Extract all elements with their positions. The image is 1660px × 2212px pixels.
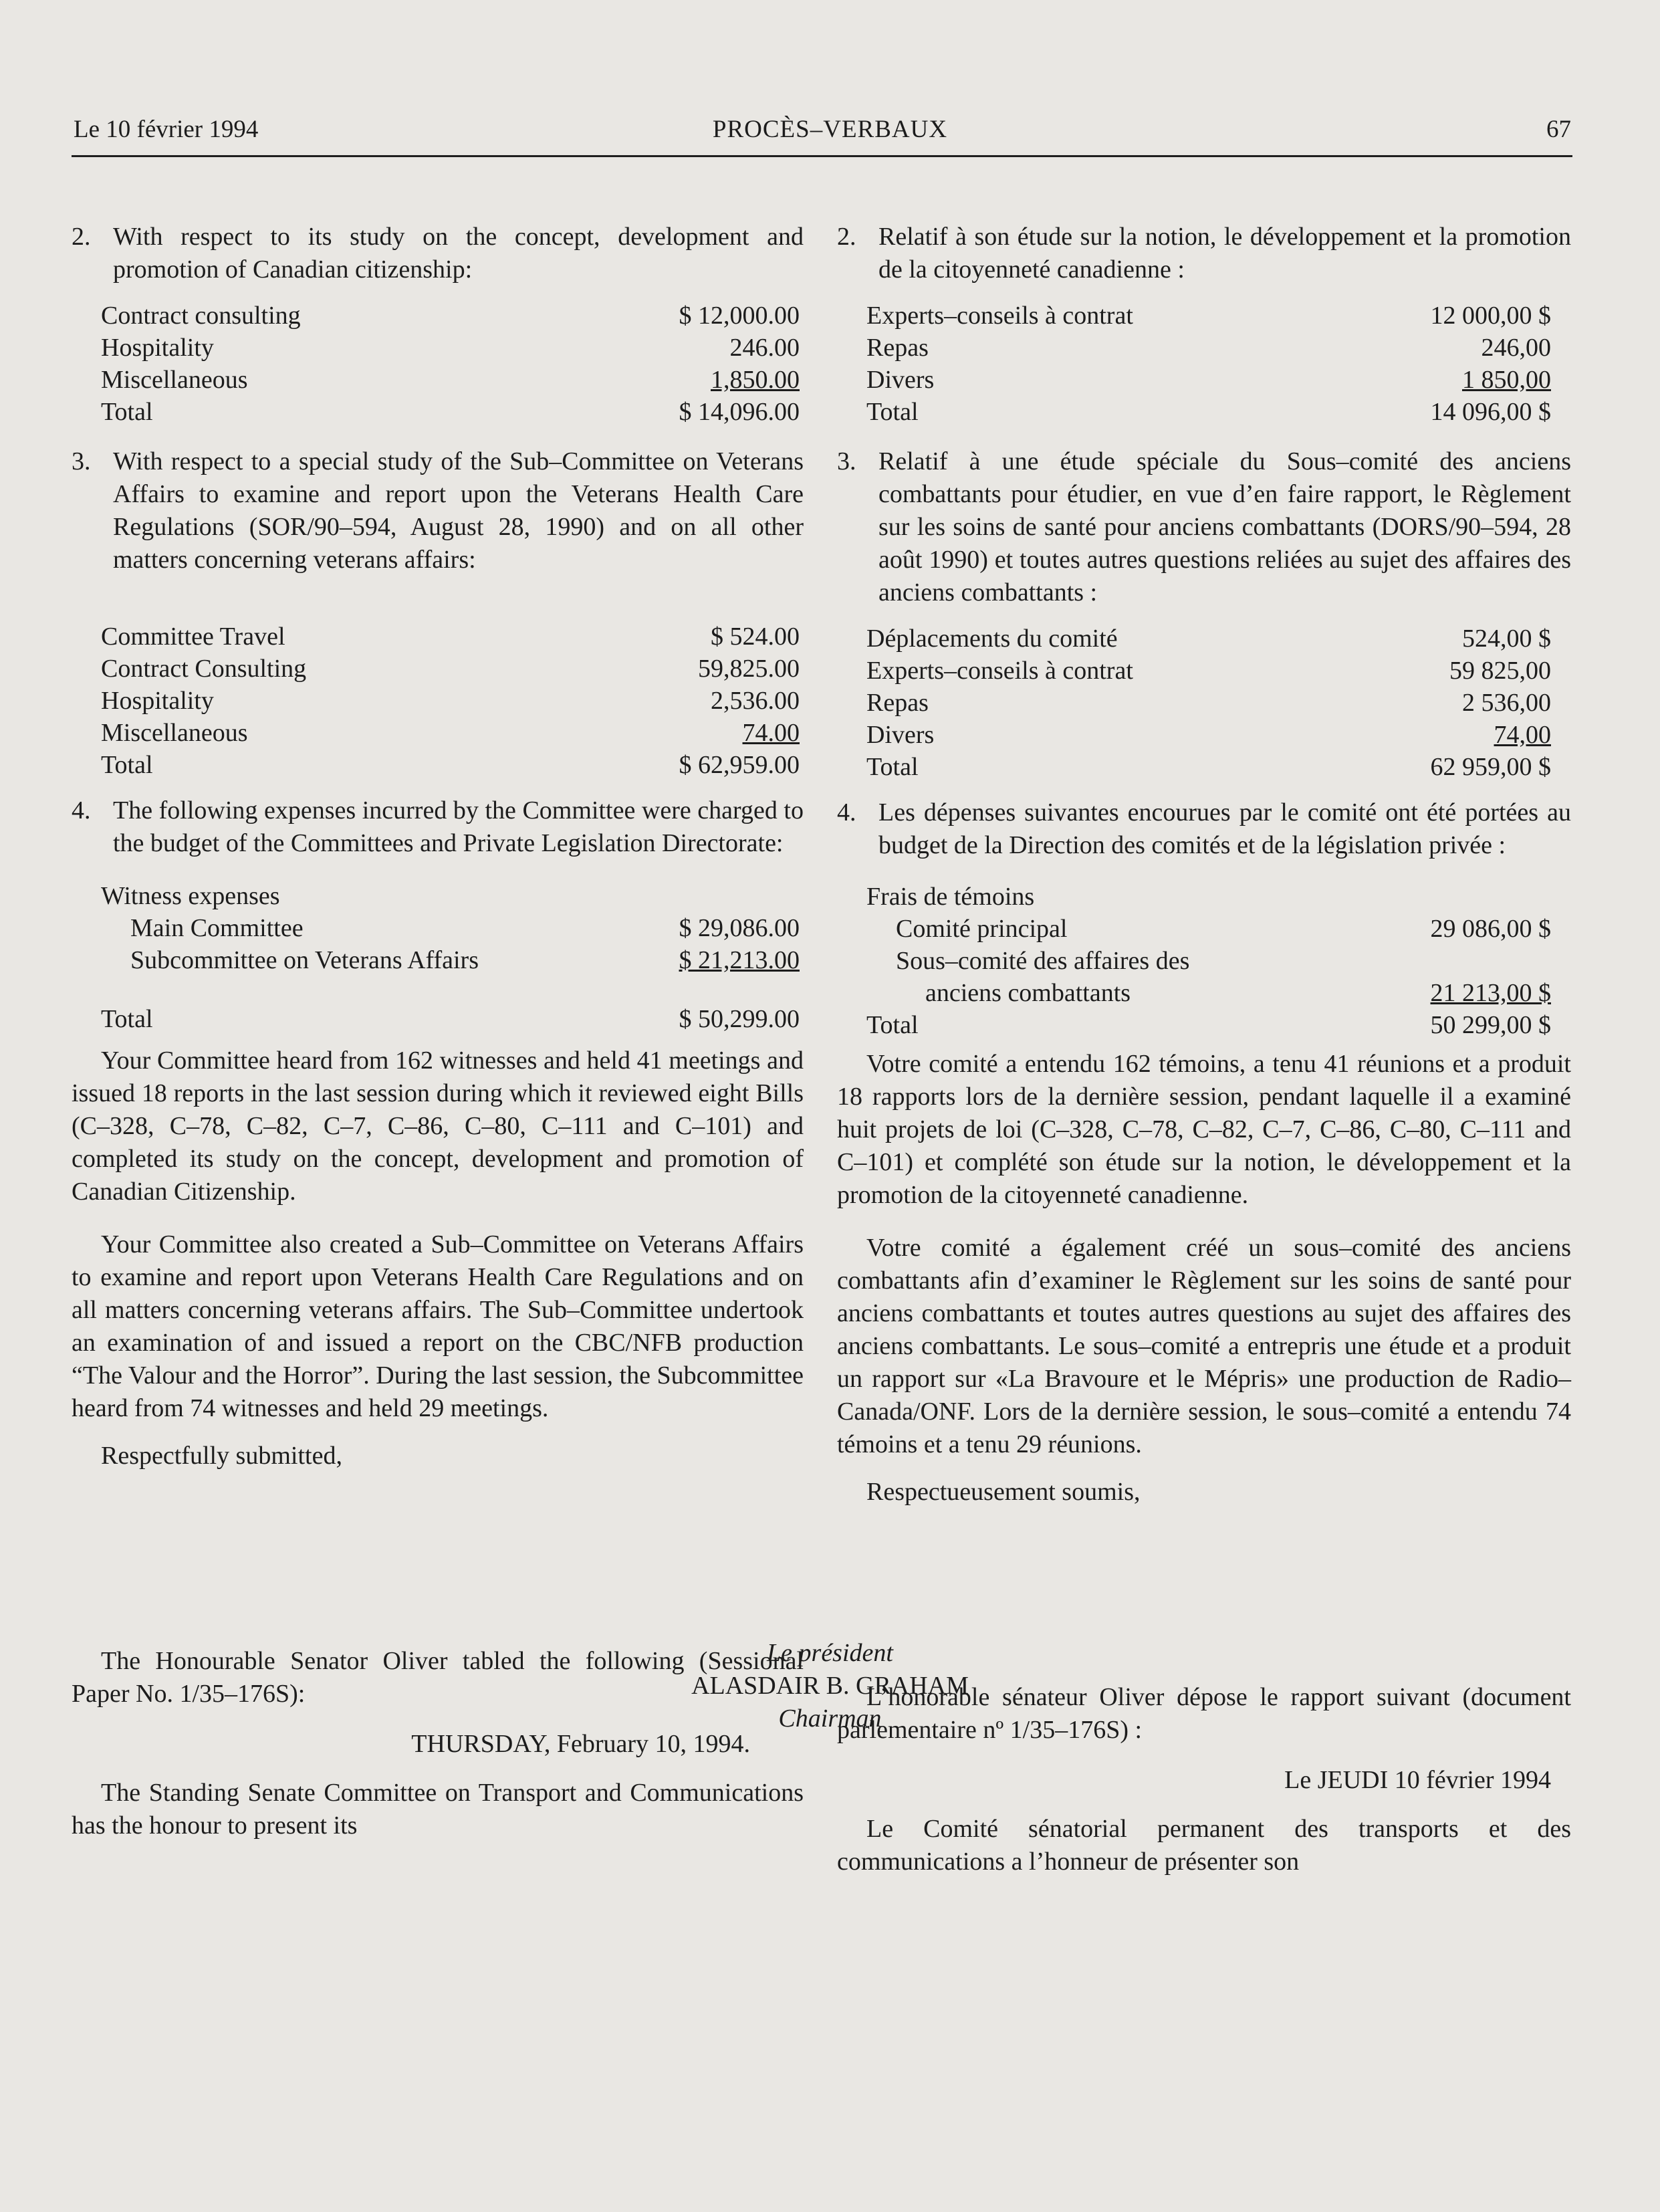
expense-row: Déplacements du comité 524,00 $: [866, 625, 1551, 653]
expense-table-2: [101, 300, 804, 428]
date-line: THURSDAY, February 10, 1994.: [411, 1730, 750, 1758]
item-3-fr: 3. Relatif à une étude spéciale du Sous–comité des anciens combattants pour étudier, en vue d’en faire rapport, le Règlement sur les soins de santé pour anciens combattants (DORS/90–594, 28 août 1990) et toutes autres questions reliées au sujet des affaires des anciens combattants :: [837, 447, 1571, 606]
expense-total-row: Total 50 299,00 $: [866, 1011, 1551, 1039]
expense-row: Miscellaneous 1,850.00: [101, 366, 800, 394]
closing-fr: Respectueusement soumis,: [866, 1478, 1141, 1506]
expense-table-4-fr: [866, 881, 1571, 1041]
expense-row: anciens combattants 21 213,00 $: [925, 979, 1551, 1007]
page-number: 67: [1546, 116, 1571, 143]
expense-row: Hospitality 246.00: [101, 334, 800, 362]
expense-row: Subcommittee on Veterans Affairs $ 21,213.00: [130, 946, 800, 974]
running-title: PROCÈS–VERBAUX: [712, 116, 948, 143]
expense-table-4: [101, 880, 804, 1035]
expense-total-row: Total $ 50,299.00: [101, 1005, 800, 1033]
expense-row: Contract consulting $ 12,000.00: [101, 302, 800, 330]
expense-row: Experts–conseils à contrat 12 000,00 $: [866, 302, 1551, 330]
item-3: 3. With respect to a special study of the Sub–Committee on Veterans Affairs to examine and report upon the Veterans Health Care Regulations (SOR/90–594, August 28, 1990) and on all other matters concerning veterans affairs:: [72, 447, 804, 574]
expense-total-row: Total 62 959,00 $: [866, 753, 1551, 781]
header-date: Le 10 février 1994: [74, 116, 259, 143]
tabled-paragraph-fr: L’honorable sénateur Oliver dépose le rapport suivant (document parlementaire nº 1/35–176S) :: [837, 1683, 1571, 1744]
expense-row: Divers 74,00: [866, 721, 1551, 749]
signature-name: ALASDAIR B. GRAHAM: [691, 1672, 969, 1700]
expense-row: Miscellaneous 74.00: [101, 719, 800, 747]
standing-committee-paragraph: The Standing Senate Committee on Transport and Communications has the honour to present its: [72, 1779, 804, 1840]
french-column: [837, 221, 1571, 1878]
expense-row-label: Sous–comité des affaires des: [896, 947, 1190, 975]
expense-table-3-fr: [866, 623, 1571, 783]
paragraph-witnesses-fr: Votre comité a entendu 162 témoins, a tenu 41 réunions et a produit 18 rapports lors de la dernière session, pendant laquelle il a examiné huit projets de loi (C–328, C–78, C–82, C–7, C–86, C–80, C–111 and C–101) et complété son étude sur la notion, le développement et la promotion de la citoyenneté canadienne.: [837, 1050, 1571, 1209]
expense-table-2-fr: [866, 300, 1571, 428]
expense-total-row: Total $ 14,096.00: [101, 398, 800, 426]
closing: Respectfully submitted,: [101, 1442, 342, 1470]
paragraph-subcommittee-fr: Votre comité a également créé un sous–comité des anciens combattants afin d’examiner le Règlement sur les soins de santé pour anciens combattants et toutes autres questions au sujet des affaires des anciens combattants. Le sous–comité a entrepris une étude et a produit un rapport sur «La Bravoure et le Mépris» une production de Radio–Canada/ONF. Lors de la dernière session, le sous–comité a entendu 74 témoins et a tenu 29 réunions.: [837, 1234, 1571, 1458]
date-line-fr: Le JEUDI 10 février 1994: [1284, 1766, 1551, 1794]
expense-total-row: Total $ 62,959.00: [101, 751, 800, 779]
item-2: 2. With respect to its study on the concept, development and promotion of Canadian citizenship:: [72, 223, 804, 284]
expense-row: Divers 1 850,00: [866, 366, 1551, 394]
expense-row: Committee Travel $ 524.00: [101, 623, 800, 651]
expense-row: Contract Consulting 59,825.00: [101, 655, 800, 683]
witness-expenses-heading: Witness expenses: [101, 882, 280, 910]
expense-row: Main Committee $ 29,086.00: [130, 914, 800, 942]
expense-row: Repas 2 536,00: [866, 689, 1551, 717]
expense-total-row: Total 14 096,00 $: [866, 398, 1551, 426]
expense-row: Experts–conseils à contrat 59 825,00: [866, 657, 1551, 685]
paragraph-subcommittee: Your Committee also created a Sub–Committee on Veterans Affairs to examine and report upon Veterans Health Care Regulations and on all matters concerning veterans affairs. The Sub–Committee undertook an examination of and issued a report on the CBC/NFB production “The Valour and the Horror”. During the last session, the Subcommittee heard from 74 witnesses and held 29 meetings.: [72, 1230, 804, 1422]
item-4: 4. The following expenses incurred by the Committee were charged to the budget of the Committees and Private Legislation Directorate:: [72, 796, 804, 857]
witness-expenses-heading: Frais de témoins: [866, 883, 1035, 911]
expense-table-3: [101, 621, 804, 781]
english-column: [72, 221, 804, 1842]
signature-title-en: Chairman: [778, 1704, 882, 1733]
header-rule: [72, 155, 1572, 157]
paragraph-witnesses: Your Committee heard from 162 witnesses and held 41 meetings and issued 18 reports in the last session during which it reviewed eight Bills (C–328, C–78, C–82, C–7, C–86, C–80, C–111 and C–101) and completed its study on the concept, development and promotion of Canadian Citizenship.: [72, 1046, 804, 1206]
item-2-fr: 2. Relatif à son étude sur la notion, le développement et la promotion de la citoyenneté canadienne :: [837, 223, 1571, 284]
expense-row: Hospitality 2,536.00: [101, 687, 800, 715]
standing-committee-paragraph-fr: Le Comité sénatorial permanent des transports et des communications a l’honneur de présenter son: [837, 1815, 1571, 1876]
signature-block: [0, 1637, 1660, 1735]
item-4-fr: 4. Les dépenses suivantes encourues par le comité ont été portées au budget de la Direction des comités et de la législation privée :: [837, 798, 1571, 859]
signature-title-fr: Le président: [767, 1639, 893, 1667]
tabled-paragraph: The Honourable Senator Oliver tabled the following (Sessional Paper No. 1/35–176S):: [72, 1647, 804, 1708]
expense-row: Repas 246,00: [866, 334, 1551, 362]
expense-row: Comité principal 29 086,00 $: [896, 915, 1551, 943]
